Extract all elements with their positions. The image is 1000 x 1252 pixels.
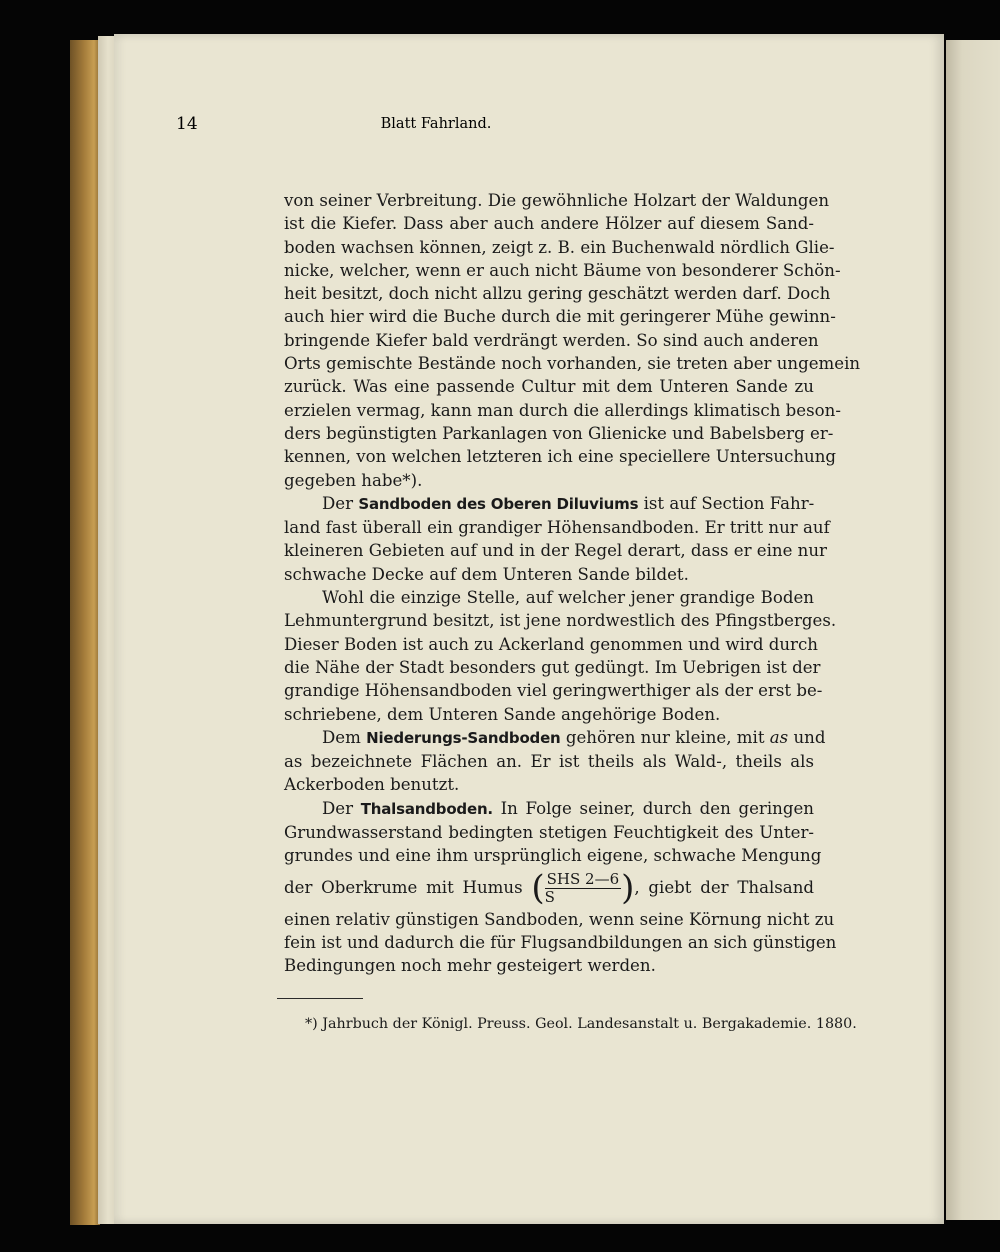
text-line: Orts gemischte Bestände noch vorhanden, sie treten aber ungemein [284,354,861,374]
formula-numerator: SHS 2—6 [546,869,620,888]
text-line: fein ist und dadurch die für Flugsandbildungen an sich günstigen [284,932,837,952]
text-run: der Oberkrume mit Humus [284,877,523,897]
text-line: land fast überall ein grandiger Höhensandboden. Er tritt nur auf [284,518,830,538]
formula-line [284,868,814,908]
text-line: zurück. Was eine passende Cultur mit dem Unteren Sande zu [284,377,814,397]
heading-term: Niederungs-Sandboden [366,728,561,747]
text-run: Der [322,798,361,818]
text-line: kleineren Gebieten auf und in der Regel derart, dass er eine nur [284,541,827,561]
running-title: Blatt Fahrland. [380,116,492,132]
text-line: Wohl die einzige Stelle, auf welcher jener grandige Boden [322,588,814,608]
text-run: In Folge seiner, durch den geringen [492,798,814,818]
body-text [284,189,861,978]
text-line: kennen, von welchen letzteren ich eine speciellere Untersuchung [284,447,837,467]
text-line: gegeben habe*). [284,470,423,490]
text-run: Der [322,493,359,513]
next-page-edge [946,40,1000,1220]
text-line: nicke, welcher, wenn er auch nicht Bäume von besonderer Schön- [284,260,841,280]
text-line: Dieser Boden ist auch zu Ackerland genommen und wird durch [284,634,818,654]
text-run: und [788,727,826,747]
paragraph-4 [284,726,826,797]
heading-term: Sandboden des Oberen Diluviums [358,494,639,513]
text-line: boden wachsen können, zeigt z. B. ein Buchenwald nördlich Glie- [284,237,835,257]
text-line: Ackerboden benutzt. [284,775,460,795]
text-line [284,492,814,516]
text-line: einen relativ günstigen Sandboden, wenn seine Körnung nicht zu [284,909,835,929]
text-line: heit besitzt, doch nicht allzu gering geschätzt werden darf. Doch [284,284,831,304]
soil-formula: ( $\frac{\text{SHS 2—6}}{S}$ ) [531,868,635,909]
text-line [284,797,814,821]
text-line: ders begünstigten Parkanlagen von Glienicke und Babelsberg er- [284,423,834,443]
map-symbol: as [769,727,789,747]
footnote-rule [277,998,363,999]
heading-term: Thalsandboden. [360,799,493,818]
formula-denominator: S [544,887,555,906]
paragraph-1 [284,189,861,492]
text-line: Bedingungen noch mehr gesteigert werden. [284,956,656,976]
text-line: grundes und eine ihm ursprünglich eigene, schwache Mengung [284,846,822,866]
text-line: ist die Kiefer. Dass aber auch andere Hölzer auf diesem Sand- [284,214,814,234]
text-run: , giebt der Thalsand [634,877,814,897]
text-line: Grundwasserstand bedingten stetigen Feuchtigkeit des Unter- [284,823,814,843]
text-line: die Nähe der Stadt besonders gut gedüngt. Im Uebrigen ist der [284,657,821,677]
paragraph-2 [284,492,830,586]
text-line: schwache Decke auf dem Unteren Sande bildet. [284,564,689,584]
text-run: ist auf Section Fahr- [638,493,815,513]
book-spine [70,40,100,1225]
text-run: Dem [322,727,367,747]
text-line: bringende Kiefer bald verdrängt werden. So sind auch anderen [284,330,819,350]
text-line: Lehmuntergrund besitzt, ist jene nordwestlich des Pfingstberges. [284,611,837,631]
text-run: gehören nur kleine, mit [560,727,770,747]
text-line: erzielen vermag, kann man durch die allerdings klimatisch beson- [284,400,841,420]
text-line: schriebene, dem Unteren Sande angehörige Boden. [284,704,721,724]
text-line [284,726,826,750]
text-line: von seiner Verbreitung. Die gewöhnliche Holzart der Waldungen [284,191,830,210]
paragraph-3 [284,586,837,726]
page-number: 14 [176,114,198,134]
paragraph-5 [284,797,837,978]
text-line: auch hier wird die Buche durch die mit geringerer Mühe gewinn- [284,307,836,327]
text-line: grandige Höhensandboden viel geringwerthiger als der erst be- [284,681,823,701]
text-line: as bezeichnete Flächen an. Er ist theils als Wald-, theils als [284,752,814,772]
page-header [176,114,696,138]
footnote: *) Jahrbuch der Königl. Preuss. Geol. Landesanstalt u. Bergakademie. 1880. [305,1016,857,1032]
